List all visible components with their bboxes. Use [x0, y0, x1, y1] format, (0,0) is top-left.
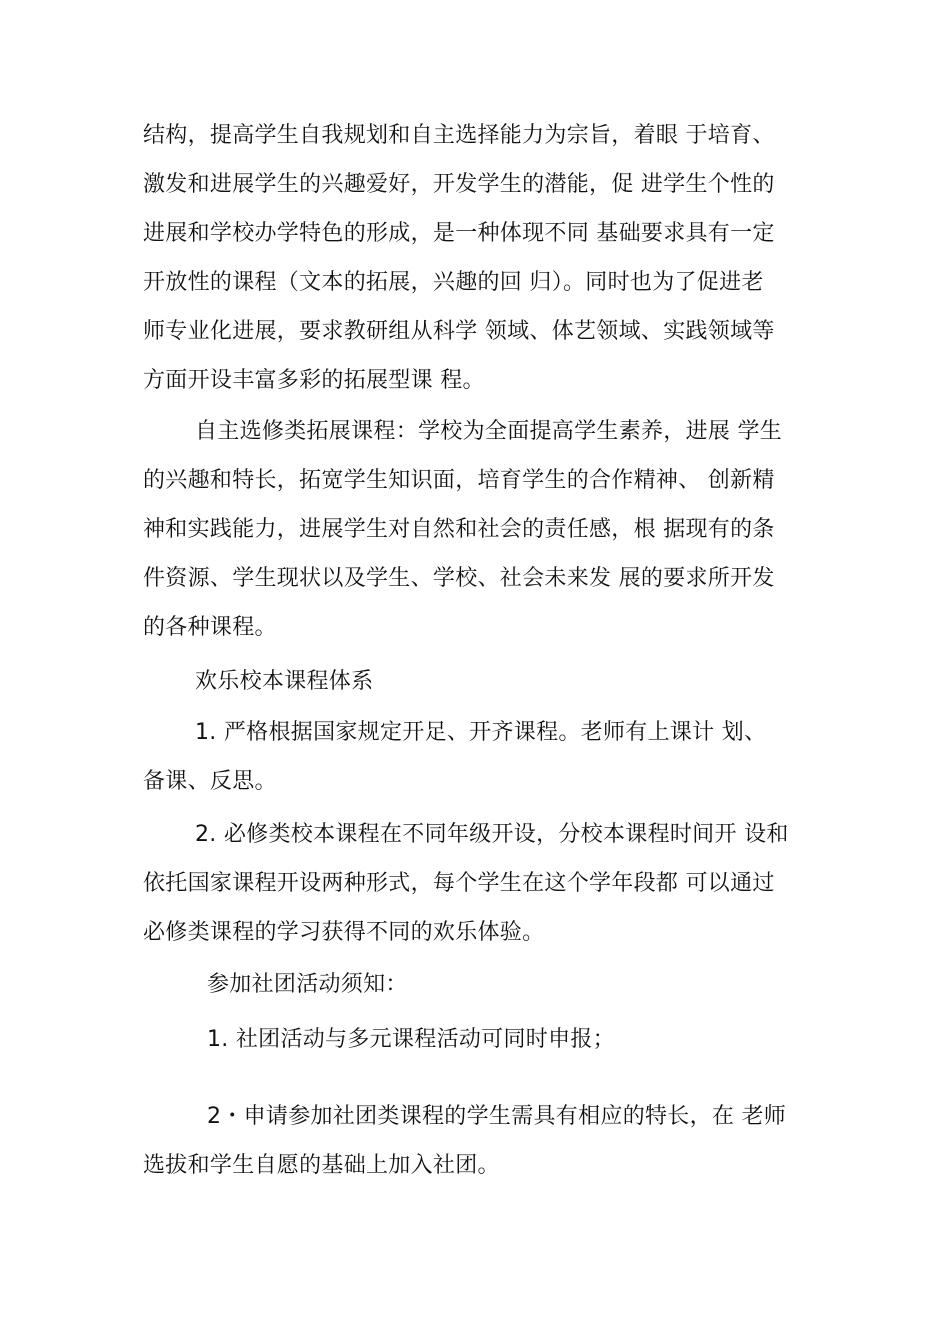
list-item-2-line-2: 依托国家课程开设两种形式，每个学生在这个学年段都 可以通过 — [143, 871, 775, 896]
paragraph-2-line-2: 的兴趣和特长，拓宽学生知识面，培育学生的合作精神、 创新精 — [143, 468, 775, 493]
list-item-2-line-1: 2. 必修类校本课程在不同年级开设，分校本课程时间开 设和 — [195, 822, 789, 847]
paragraph-1-line-1: 结构，提高学生自我规划和自主选择能力为宗旨，着眼 于培育、 — [143, 123, 775, 148]
section-heading: 欢乐校本课程体系 — [195, 669, 374, 694]
paragraph-1-line-5: 师专业化进展，要求教研组从科学 领域、体艺领域、实践领域等 — [143, 319, 775, 344]
paragraph-2-line-5: 的各种课程。 — [143, 615, 277, 640]
paragraph-1-line-2: 激发和进展学生的兴趣爱好，开发学生的潜能，促 进学生个性的 — [143, 172, 775, 197]
paragraph-2-line-3: 神和实践能力，进展学生对自然和社会的责任感，根 据现有的条 — [143, 517, 775, 542]
paragraph-1-line-3: 进展和学校办学特色的形成，是一种体现不同 基础要求具有一定 — [143, 221, 775, 246]
paragraph-2-line-1: 自主选修类拓展课程：学校为全面提高学生素养，进展 学生 — [195, 419, 783, 444]
paragraph-1-line-6: 方面开设丰富多彩的拓展型课 程。 — [143, 368, 485, 393]
notice-heading: 参加社团活动须知： — [207, 972, 408, 997]
notice-item-1: 1. 社团活动与多元课程活动可同时申报； — [207, 1027, 615, 1052]
notice-item-2-line-2: 选拔和学生自愿的基础上加入社团。 — [143, 1153, 500, 1178]
notice-item-2-line-1: 2・申请参加社团类课程的学生需具有相应的特长，在 老师 — [207, 1104, 787, 1129]
list-item-2-line-3: 必修类课程的学习获得不同的欢乐体验。 — [143, 920, 545, 945]
paragraph-1-line-4: 开放性的课程（文本的拓展，兴趣的回 归）。同时也为了促进老 — [143, 270, 764, 295]
paragraph-2-line-4: 件资源、学生现状以及学生、学校、社会未来发 展的要求所开发 — [143, 566, 775, 591]
list-item-1-line-2: 备课、反思。 — [143, 769, 277, 794]
list-item-1-line-1: 1. 严格根据国家规定开足、开齐课程。老师有上课计 划、 — [195, 720, 767, 745]
